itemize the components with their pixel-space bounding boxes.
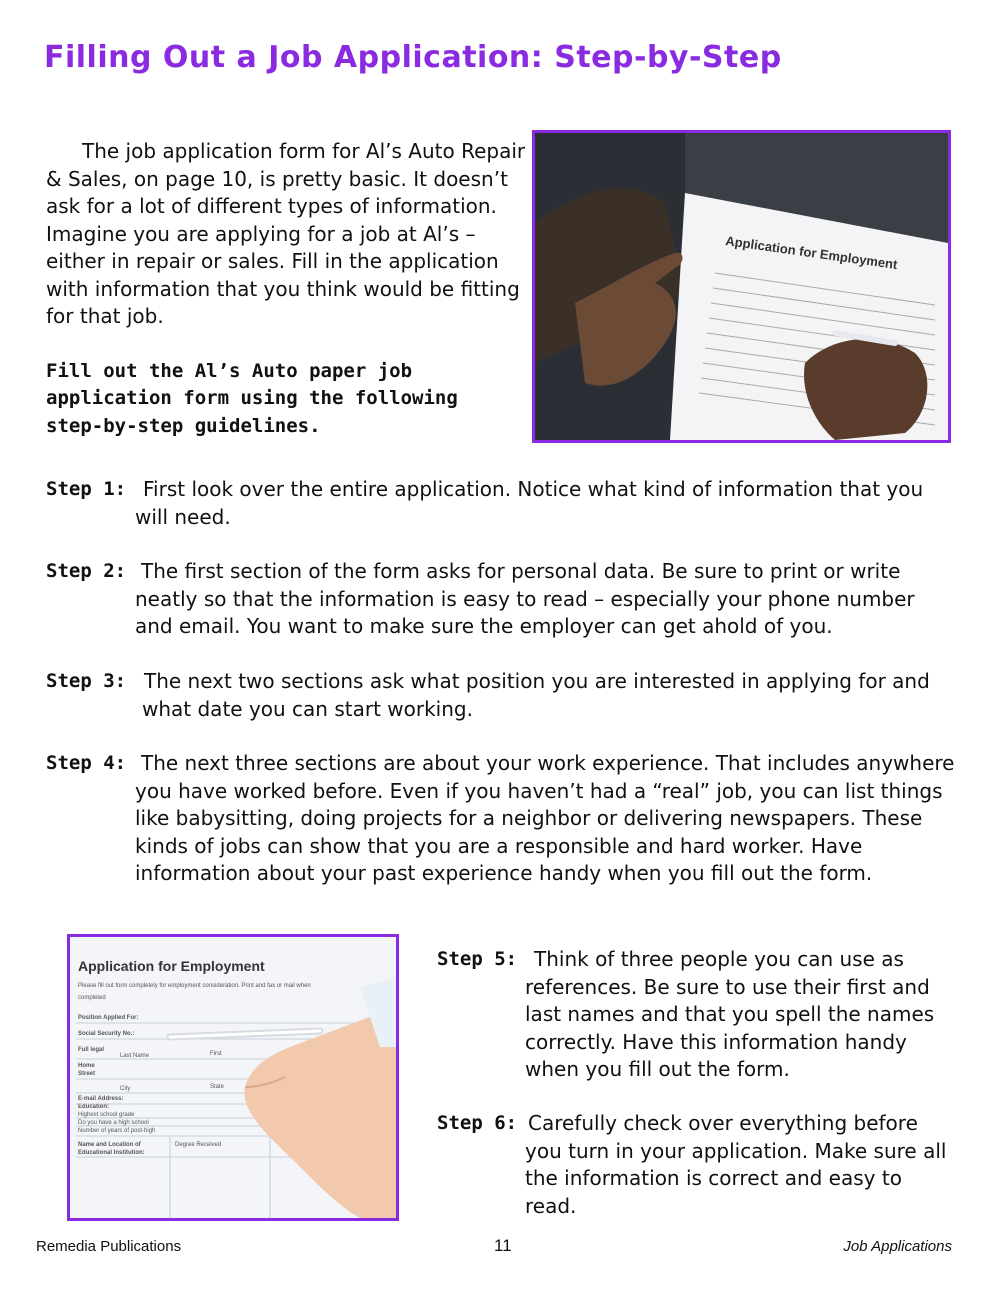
- step-text: Carefully check over everything before you turn in your application. Make sure all the information is correct and easy to read.: [525, 1111, 947, 1218]
- intro-paragraph: The job application form for Al’s Auto Repair & Sales, on page 10, is pretty basic. It doesn’t ask for a lot of different types of information. Imagine you are applying for a job at Al’s – either in repair or sales. Fill in the application with information that you think would be fitting for that job.: [46, 139, 526, 328]
- svg-text:City: City: [120, 1086, 131, 1092]
- svg-text:Number of years of post-high: Number of years of post-high: [78, 1128, 156, 1134]
- footer-page-number: 11: [494, 1236, 512, 1255]
- step-text: The next three sections are about your work experience. That includes anywhere you have worked before. Even if you haven’t had a “real” job, you can list things like babysitting, doing projects for a neighbor or delivering newspapers. These kinds of jobs can show that you are a responsible and hard worker. Have information about your past experience handy when you fill out the form.: [135, 751, 955, 885]
- photo-person-filling-application: [532, 130, 951, 443]
- svg-text:Full legal: Full legal: [78, 1047, 105, 1053]
- svg-text:Please fill out form completel: Please fill out form completely for employment consideration. Print and fax or mail when: [78, 983, 311, 989]
- step-label: Step 4:: [46, 752, 127, 774]
- step-3: [46, 668, 956, 723]
- footer-book-title: Job Applications: [843, 1238, 952, 1255]
- photo1-form-heading: Application for Employment: [724, 233, 899, 273]
- step-5: [437, 946, 957, 1084]
- step-4: [46, 750, 956, 888]
- step-6: [437, 1110, 957, 1220]
- svg-text:E-mail Address:: E-mail Address:: [78, 1096, 124, 1102]
- step-label: Step 2:: [46, 560, 127, 582]
- step-text: The first section of the form asks for personal data. Be sure to print or write neatly so that the information is easy to read – especially your phone number and email. You want to make sure the employer can get ahold of you.: [135, 559, 915, 638]
- svg-text:First: First: [210, 1051, 222, 1057]
- svg-text:State: State: [210, 1084, 225, 1090]
- footer-publisher: Remedia Publications: [36, 1238, 182, 1255]
- svg-text:Street: Street: [78, 1071, 96, 1077]
- step-label: Step 6:: [437, 1112, 518, 1134]
- page-title: Filling Out a Job Application: Step-by-Step: [44, 40, 782, 75]
- step-text: The next two sections ask what position you are interested in applying for and what date you can start working.: [142, 669, 930, 721]
- svg-text:Name and Location of: Name and Location of: [78, 1142, 141, 1148]
- svg-text:Position Applied For:: Position Applied For:: [78, 1015, 139, 1021]
- svg-text:Highest school grade: Highest school grade: [78, 1112, 135, 1118]
- svg-text:completed: completed: [78, 995, 106, 1001]
- svg-text:Home: Home: [78, 1063, 95, 1069]
- svg-text:Degree Received: Degree Received: [175, 1142, 222, 1148]
- photo-application-form: [67, 934, 399, 1221]
- svg-text:Education:: Education:: [78, 1104, 109, 1110]
- step-text: First look over the entire application. Notice what kind of information that you will need.: [135, 477, 924, 529]
- intro-section: [46, 138, 526, 440]
- intro-instruction: Fill out the Al’s Auto paper job application form using the following step-by-step guidelines.: [46, 359, 458, 437]
- step-label: Step 5:: [437, 948, 518, 970]
- svg-text:Educational Institution:: Educational Institution:: [78, 1150, 145, 1156]
- step-label: Step 1:: [46, 478, 127, 500]
- step-label: Step 3:: [46, 670, 127, 692]
- step-1: [46, 476, 956, 531]
- svg-text:Do you have a high school: Do you have a high school: [78, 1120, 149, 1126]
- step-text: Think of three people you can use as references. Be sure to use their first and last names and that you spell the names correctly. Have this information handy when you fill out the form.: [525, 947, 935, 1081]
- step-2: [46, 558, 956, 641]
- svg-text:Last Name: Last Name: [120, 1053, 150, 1059]
- photo2-form-heading: Application for Employment: [78, 958, 265, 974]
- svg-text:Social Security No.:: Social Security No.:: [78, 1031, 135, 1037]
